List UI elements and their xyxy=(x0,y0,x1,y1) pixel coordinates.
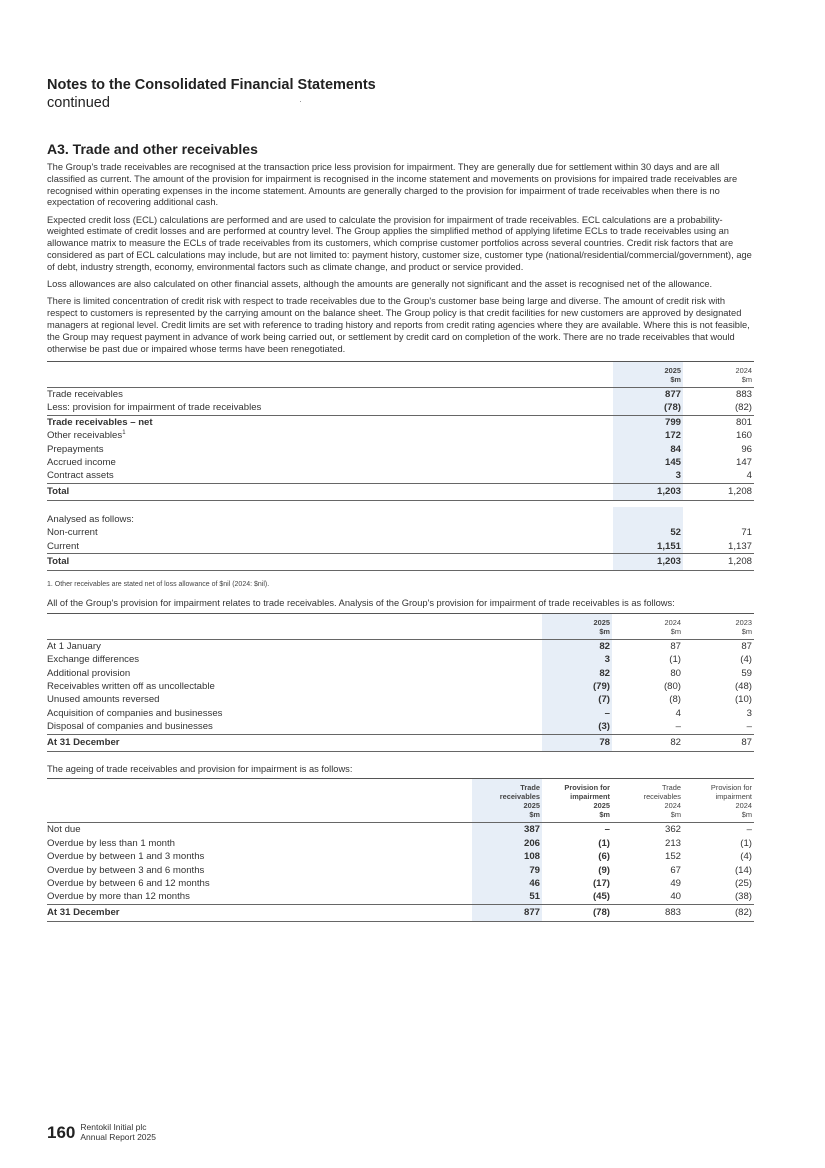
footnote: 1. Other receivables are stated net of loss allowance of $nil (2024: $nil). xyxy=(47,581,270,589)
cell-value: 3 xyxy=(746,707,752,719)
table-intro: All of the Group's provision for impairment relates to trade receivables. Analysis of the Group's provision for impairment of trade receivables is as follows: xyxy=(47,598,675,609)
table-row xyxy=(47,456,754,469)
paragraph: Expected credit loss (ECL) calculations are performed and are used to calculate the provision for impairment of trade receivables. ECL calculations are a probability-weighted estimate of credit losses and are performed at country level. The Group applies the simplified method of applying lifetime ECLs to trade receivables using an allowance matrix to measure the ECLs of trade receivables from its customers, which comprise customer portfolios across several countries. Credit risk factors that are considered as part of ECL calculations may include, but are not limited to: payment history, customer size, customer type (national/residential/commercial/government), age of debt, industry strength, economy, environmental factors such as climate change, and product or service provided. xyxy=(47,214,752,272)
table-row xyxy=(47,850,754,863)
cell-value: 40 xyxy=(670,891,681,903)
page-subtitle: continued xyxy=(47,95,110,111)
footer-company-block xyxy=(80,1122,156,1142)
report-name: Annual Report 2025 xyxy=(80,1132,156,1142)
cell-value: (10) xyxy=(734,694,752,706)
table-row xyxy=(47,469,754,483)
row-label: Additional provision xyxy=(47,667,131,679)
page-number: 160 xyxy=(47,1123,76,1142)
cell-value: 84 xyxy=(613,443,683,456)
row-label: At 31 December xyxy=(47,904,472,921)
table-row xyxy=(47,707,754,720)
table-row xyxy=(47,823,754,837)
cell-value: (9) xyxy=(598,864,610,876)
cell-value: 87 xyxy=(683,734,754,751)
table-row xyxy=(47,837,754,850)
cell-value: (45) xyxy=(592,891,610,903)
row-label xyxy=(47,429,613,442)
provision-table xyxy=(47,613,754,752)
cell-value: 213 xyxy=(664,837,681,849)
paragraph: Loss allowances are also calculated on other financial assets, although the amounts are generally not significant and the asset is recognised net of the allowance. xyxy=(47,279,713,290)
table-header-row xyxy=(47,779,754,823)
cell-value: 108 xyxy=(472,850,542,863)
cell-value: 1,208 xyxy=(683,554,754,571)
column-header: 2023 $m xyxy=(683,613,754,639)
cell-value: 87 xyxy=(612,639,683,653)
column-header: 2024 $m xyxy=(612,613,683,639)
cell-value: (78) xyxy=(542,904,612,921)
cell-value: (4) xyxy=(740,654,752,666)
table-row xyxy=(47,415,754,429)
cell-value: 362 xyxy=(612,823,683,837)
cell-value: 799 xyxy=(613,415,683,429)
row-label: At 1 January xyxy=(47,639,542,653)
cell-value: 1,208 xyxy=(683,483,754,500)
table-header-row xyxy=(47,613,754,639)
cell-value: 1,203 xyxy=(613,483,683,500)
table-row xyxy=(47,429,754,442)
table-row xyxy=(47,877,754,890)
row-label: Total xyxy=(47,483,613,500)
cell-value: (1) xyxy=(740,837,752,849)
cell-value: (3) xyxy=(542,720,612,734)
cell-value: 51 xyxy=(472,890,542,904)
cell-value: 147 xyxy=(735,456,752,468)
cell-value: (48) xyxy=(734,681,752,693)
row-label-text: Other receivables xyxy=(47,430,123,442)
cell-value: – xyxy=(542,823,612,837)
cell-value: (7) xyxy=(542,693,612,706)
row-label: Total xyxy=(47,554,613,571)
cell-value: 78 xyxy=(542,734,612,751)
section-title: A3. Trade and other receivables xyxy=(47,141,258,157)
table-row xyxy=(47,387,754,401)
cell-value: 877 xyxy=(472,904,542,921)
cell-value: 80 xyxy=(670,667,681,679)
receivables-table xyxy=(47,361,754,571)
cell-value: (82) xyxy=(734,402,752,414)
row-label: Acquisition of companies and businesses xyxy=(47,707,223,719)
row-label: Analysed as follows: xyxy=(47,513,134,525)
cell-value: 3 xyxy=(613,469,683,483)
cell-value: 206 xyxy=(472,837,542,850)
column-header: Trade receivables 2025 $m xyxy=(472,779,542,823)
table-row xyxy=(47,639,754,653)
cell-value: 883 xyxy=(683,387,754,401)
row-label: Trade receivables – net xyxy=(47,415,613,429)
cell-value: 877 xyxy=(613,387,683,401)
table-total-row xyxy=(47,483,754,500)
row-label: Overdue by between 1 and 3 months xyxy=(47,851,205,863)
table-row xyxy=(47,680,754,693)
cell-value: 82 xyxy=(542,667,612,680)
table-row xyxy=(47,513,754,526)
column-header: Provision for impairment 2025 $m xyxy=(542,779,612,823)
cell-value: 79 xyxy=(472,864,542,877)
row-label: Accrued income xyxy=(47,456,116,468)
table-total-row xyxy=(47,554,754,571)
table-total-row xyxy=(47,734,754,751)
cell-value: 49 xyxy=(670,878,681,890)
cell-value: 96 xyxy=(741,443,752,455)
cell-value: (1) xyxy=(598,837,610,849)
table-row xyxy=(47,864,754,877)
cell-value: 1,151 xyxy=(613,540,683,554)
cell-value: (25) xyxy=(734,878,752,890)
table-row xyxy=(47,890,754,904)
paragraph: The Group's trade receivables are recognised at the transaction price less provision for impairment. They are generally due for settlement within 30 days and are all classified as current. The amount of the provision for impairment is recognised in the income statement and movements on provisions for impaired trade receivables are recognised within operating expenses in the income statement. Amounts are generally charged to the provision for impairment of trade receivables when there is no expectation of recovering additional cash. xyxy=(47,162,738,208)
cell-value: 801 xyxy=(683,415,754,429)
cell-value: 67 xyxy=(670,864,681,876)
cell-value: 1,203 xyxy=(613,554,683,571)
table-row xyxy=(47,720,754,734)
cell-value: 883 xyxy=(612,904,683,921)
row-label: Overdue by between 3 and 6 months xyxy=(47,864,205,876)
column-header: Trade receivables 2024 $m xyxy=(612,779,683,823)
cell-value: – xyxy=(746,721,752,733)
cell-value: 82 xyxy=(612,734,683,751)
cell-value: 59 xyxy=(741,667,752,679)
page-footer xyxy=(47,1122,156,1142)
cell-value: (38) xyxy=(734,891,752,903)
row-label: Trade receivables xyxy=(47,387,613,401)
table-total-row xyxy=(47,904,754,921)
company-name: Rentokil Initial plc xyxy=(80,1122,147,1132)
table-row xyxy=(47,443,754,456)
cell-value: (1) xyxy=(669,654,681,666)
row-label: Not due xyxy=(47,823,472,837)
cell-value: 52 xyxy=(613,526,683,539)
row-label: Non-current xyxy=(47,527,98,539)
cell-value: (14) xyxy=(734,864,752,876)
row-label: At 31 December xyxy=(47,734,542,751)
cell-value: 1,137 xyxy=(727,540,752,552)
row-label: Contract assets xyxy=(47,470,114,482)
cell-value: 46 xyxy=(472,877,542,890)
row-label: Prepayments xyxy=(47,443,104,455)
cell-value: (80) xyxy=(663,681,681,693)
cell-value: 87 xyxy=(683,639,754,653)
row-label: Current xyxy=(47,540,79,552)
table-row xyxy=(47,693,754,706)
cell-value: (78) xyxy=(613,401,683,415)
table-row xyxy=(47,526,754,539)
cell-value: 387 xyxy=(472,823,542,837)
cell-value: 172 xyxy=(613,429,683,442)
row-label: Receivables written off as uncollectable xyxy=(47,681,215,693)
cell-value: 152 xyxy=(664,851,681,863)
cell-value: 4 xyxy=(675,707,681,719)
cell-value: – xyxy=(683,823,754,837)
ageing-table xyxy=(47,778,754,921)
cell-value: 160 xyxy=(735,430,752,442)
cell-value: (79) xyxy=(542,680,612,693)
footnote-marker: 1 xyxy=(122,430,126,437)
cell-value: (17) xyxy=(592,878,610,890)
column-header: 2025 $m xyxy=(542,613,612,639)
paragraph: There is limited concentration of credit risk with respect to trade receivables due to the Group's customer base being large and diverse. The amount of credit risk with respect to customers is represented by the carrying amount on the balance sheet. The Group policy is that credit facilities for new customers are approved by designated managers at regional level. Credit limits are set with reference to trading history and reports from credit rating agencies where they are available. Where this is not feasible, the Group may request payment in advance of work being carried out, or settlement by credit card on completion of the work. There are no trade receivables that would otherwise be past due or impaired whose terms have been renegotiated. xyxy=(47,296,750,354)
column-header: Provision for impairment 2024 $m xyxy=(683,779,754,823)
cell-value: 145 xyxy=(613,456,683,469)
cell-value: (82) xyxy=(683,904,754,921)
column-header: 2025 $m xyxy=(613,361,683,387)
cell-value: 71 xyxy=(741,527,752,539)
page-title: Notes to the Consolidated Financial Statements xyxy=(47,77,376,93)
cell-value: – xyxy=(542,707,612,720)
cell-value: 4 xyxy=(746,470,752,482)
cell-value: – xyxy=(675,721,681,733)
row-label: Overdue by less than 1 month xyxy=(47,837,175,849)
table-row xyxy=(47,667,754,680)
table-row xyxy=(47,401,754,415)
cell-value: (8) xyxy=(669,694,681,706)
table-row xyxy=(47,540,754,554)
cell-value: 3 xyxy=(542,653,612,666)
cell-value: 82 xyxy=(542,639,612,653)
cell-value: (4) xyxy=(740,851,752,863)
table-row xyxy=(47,653,754,666)
row-label: Disposal of companies and businesses xyxy=(47,721,213,733)
cell-value: (6) xyxy=(598,851,610,863)
row-label: Exchange differences xyxy=(47,654,140,666)
page-content xyxy=(47,76,754,922)
row-label: Overdue by between 6 and 12 months xyxy=(47,878,210,890)
table-intro: The ageing of trade receivables and provision for impairment is as follows: xyxy=(47,763,353,774)
row-label: Unused amounts reversed xyxy=(47,694,160,706)
table-header-row xyxy=(47,361,754,387)
column-header: 2024 $m xyxy=(683,361,754,387)
row-label: Less: provision for impairment of trade receivables xyxy=(47,402,262,414)
row-label: Overdue by more than 12 months xyxy=(47,891,190,903)
